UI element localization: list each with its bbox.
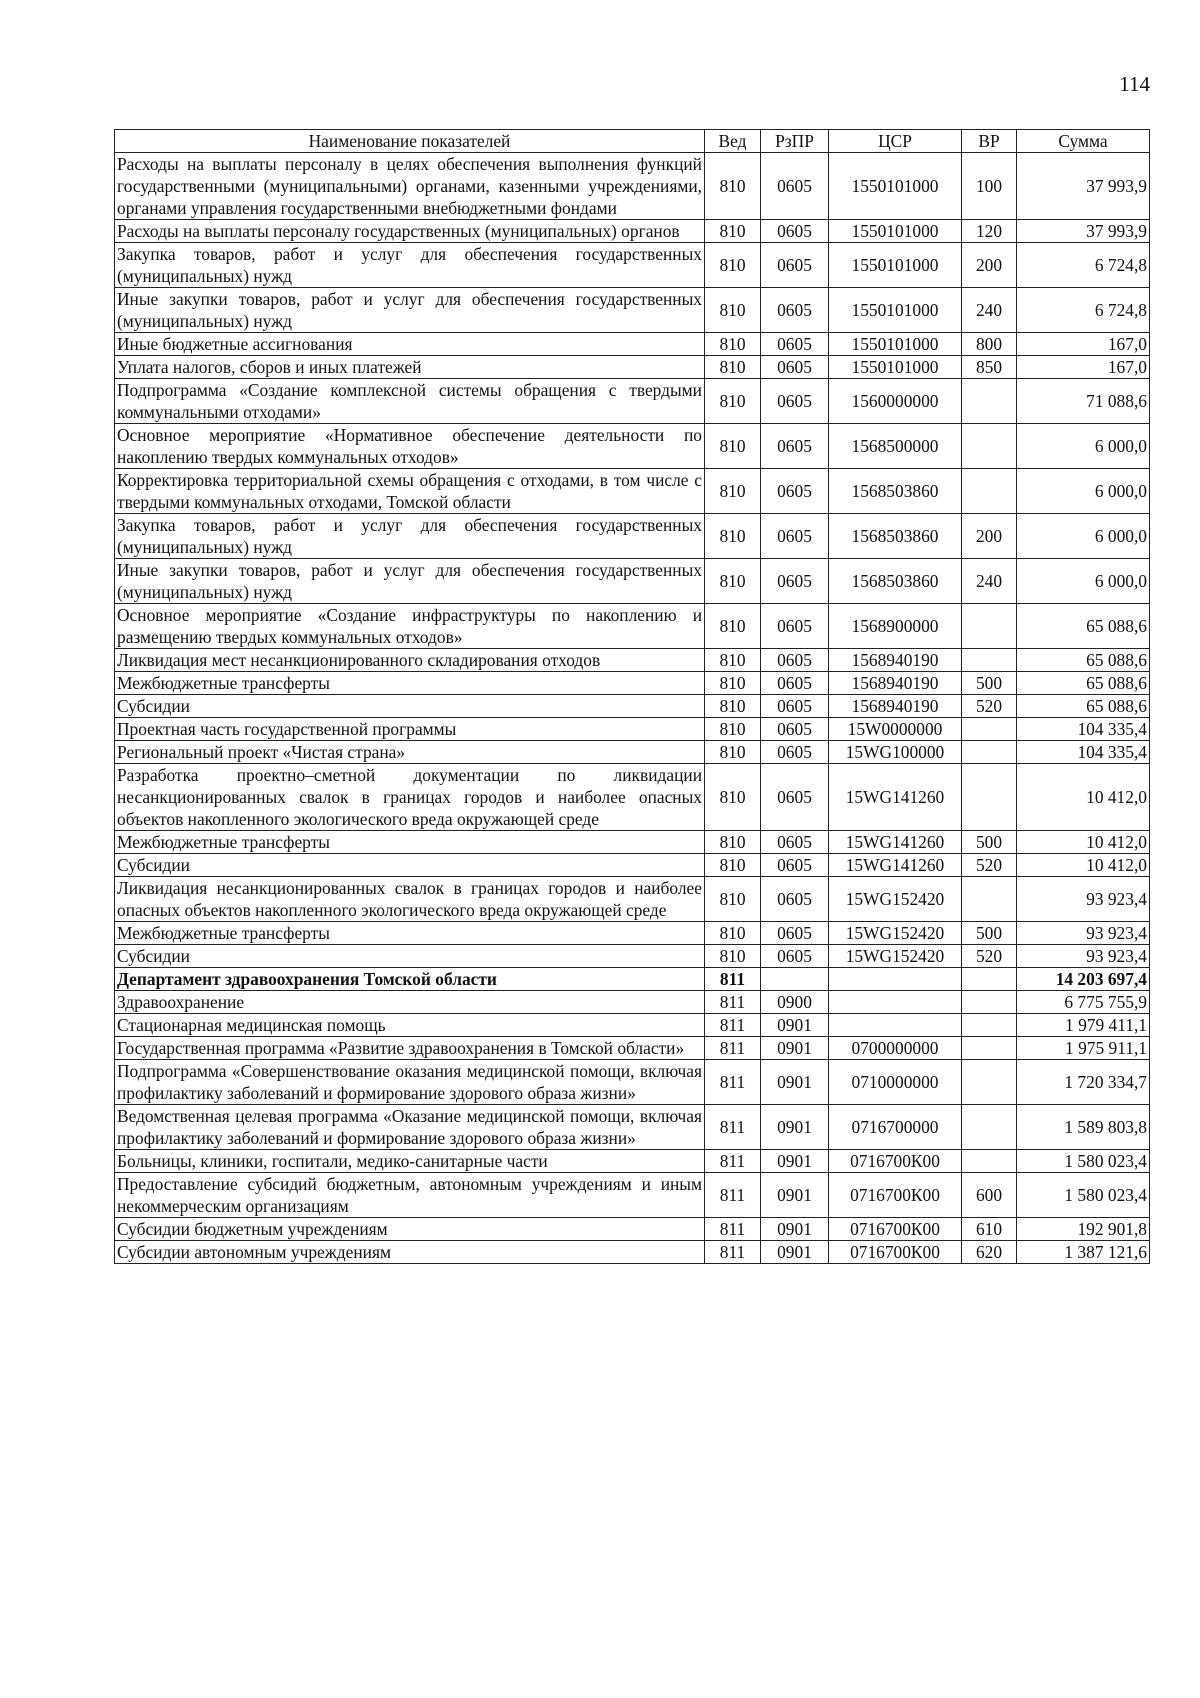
- sum-cell: 1 720 334,7: [1017, 1060, 1150, 1105]
- csr-cell: 0716700К00: [829, 1150, 962, 1173]
- table-header-row: [115, 130, 1150, 153]
- csr-cell: 0716700К00: [829, 1241, 962, 1264]
- name-cell: Региональный проект «Чистая страна»: [115, 741, 705, 764]
- sum-cell: 6 000,0: [1017, 469, 1150, 514]
- table-row: [115, 559, 1150, 604]
- ved-cell: 810: [705, 649, 761, 672]
- name-cell: Департамент здравоохранения Томской области: [115, 968, 705, 991]
- header-name: Наименование показателей: [115, 130, 705, 153]
- table-row: [115, 469, 1150, 514]
- budget-table: [114, 129, 1150, 1264]
- csr-cell: 15WG141260: [829, 831, 962, 854]
- header-rzpr: РзПР: [761, 130, 829, 153]
- rzpr-cell: 0605: [761, 604, 829, 649]
- table-row: [115, 831, 1150, 854]
- name-cell: Иные закупки товаров, работ и услуг для обеспечения государственных (муниципальных) нужд: [115, 559, 705, 604]
- name-cell: Расходы на выплаты персоналу государственных (муниципальных) органов: [115, 220, 705, 243]
- ved-cell: 811: [705, 968, 761, 991]
- csr-cell: 1568503860: [829, 469, 962, 514]
- sum-cell: 104 335,4: [1017, 741, 1150, 764]
- table-row: [115, 1014, 1150, 1037]
- rzpr-cell: 0605: [761, 877, 829, 922]
- rzpr-cell: 0605: [761, 718, 829, 741]
- csr-cell: 15WG152420: [829, 945, 962, 968]
- ved-cell: 810: [705, 877, 761, 922]
- name-cell: Корректировка территориальной схемы обращения с отходами, в том числе с твердыми коммунальных отходами, Томской области: [115, 469, 705, 514]
- name-cell: Предоставление субсидий бюджетным, автономным учреждениям и иным некоммерческим организациям: [115, 1173, 705, 1218]
- vr-cell: [962, 1105, 1017, 1150]
- ved-cell: 811: [705, 1105, 761, 1150]
- ved-cell: 810: [705, 153, 761, 220]
- rzpr-cell: 0900: [761, 991, 829, 1014]
- name-cell: Ликвидация мест несанкционированного складирования отходов: [115, 649, 705, 672]
- table-row: [115, 1241, 1150, 1264]
- table-row: [115, 424, 1150, 469]
- rzpr-cell: 0605: [761, 764, 829, 831]
- name-cell: Государственная программа «Развитие здравоохранения в Томской области»: [115, 1037, 705, 1060]
- sum-cell: 1 979 411,1: [1017, 1014, 1150, 1037]
- ved-cell: 810: [705, 356, 761, 379]
- ved-cell: 811: [705, 1173, 761, 1218]
- rzpr-cell: 0605: [761, 424, 829, 469]
- ved-cell: 811: [705, 1150, 761, 1173]
- ved-cell: 810: [705, 424, 761, 469]
- name-cell: Подпрограмма «Создание комплексной системы обращения с твердыми коммунальными отходами»: [115, 379, 705, 424]
- sum-cell: 37 993,9: [1017, 220, 1150, 243]
- name-cell: Расходы на выплаты персоналу в целях обеспечения выполнения функций государственными (муниципальными) органами, казенными учреждениями, органами управления государственными внебюджетными фондами: [115, 153, 705, 220]
- ved-cell: 810: [705, 559, 761, 604]
- rzpr-cell: 0605: [761, 356, 829, 379]
- table-row: [115, 968, 1150, 991]
- vr-cell: [962, 424, 1017, 469]
- ved-cell: 810: [705, 672, 761, 695]
- csr-cell: 15WG152420: [829, 922, 962, 945]
- ved-cell: 810: [705, 243, 761, 288]
- ved-cell: 810: [705, 831, 761, 854]
- sum-cell: 167,0: [1017, 356, 1150, 379]
- header-sum: Сумма: [1017, 130, 1150, 153]
- csr-cell: 1568503860: [829, 514, 962, 559]
- sum-cell: 10 412,0: [1017, 854, 1150, 877]
- rzpr-cell: 0901: [761, 1014, 829, 1037]
- rzpr-cell: 0605: [761, 514, 829, 559]
- vr-cell: 120: [962, 220, 1017, 243]
- table-row: [115, 514, 1150, 559]
- ved-cell: 810: [705, 854, 761, 877]
- header-vr: ВР: [962, 130, 1017, 153]
- vr-cell: [962, 764, 1017, 831]
- rzpr-cell: 0605: [761, 288, 829, 333]
- csr-cell: 1568500000: [829, 424, 962, 469]
- csr-cell: 1568503860: [829, 559, 962, 604]
- table-row: [115, 672, 1150, 695]
- rzpr-cell: 0605: [761, 695, 829, 718]
- name-cell: Иные закупки товаров, работ и услуг для обеспечения государственных (муниципальных) нужд: [115, 288, 705, 333]
- rzpr-cell: 0605: [761, 379, 829, 424]
- ved-cell: 810: [705, 718, 761, 741]
- table-row: [115, 922, 1150, 945]
- ved-cell: 810: [705, 604, 761, 649]
- csr-cell: 15WG141260: [829, 854, 962, 877]
- rzpr-cell: 0901: [761, 1150, 829, 1173]
- ved-cell: 810: [705, 379, 761, 424]
- ved-cell: 810: [705, 220, 761, 243]
- name-cell: Основное мероприятие «Создание инфраструктуры по накоплению и размещению твердых коммунальных отходов»: [115, 604, 705, 649]
- vr-cell: [962, 991, 1017, 1014]
- rzpr-cell: 0901: [761, 1218, 829, 1241]
- name-cell: Субсидии: [115, 854, 705, 877]
- csr-cell: 1550101000: [829, 220, 962, 243]
- ved-cell: 810: [705, 922, 761, 945]
- sum-cell: 14 203 697,4: [1017, 968, 1150, 991]
- sum-cell: 65 088,6: [1017, 604, 1150, 649]
- rzpr-cell: 0605: [761, 243, 829, 288]
- rzpr-cell: 0901: [761, 1060, 829, 1105]
- sum-cell: 93 923,4: [1017, 922, 1150, 945]
- vr-cell: [962, 741, 1017, 764]
- rzpr-cell: 0605: [761, 153, 829, 220]
- sum-cell: 65 088,6: [1017, 649, 1150, 672]
- csr-cell: 1550101000: [829, 356, 962, 379]
- name-cell: Межбюджетные трансферты: [115, 672, 705, 695]
- rzpr-cell: 0901: [761, 1173, 829, 1218]
- rzpr-cell: 0605: [761, 220, 829, 243]
- csr-cell: 1568940190: [829, 649, 962, 672]
- table-row: [115, 1150, 1150, 1173]
- vr-cell: 240: [962, 288, 1017, 333]
- rzpr-cell: 0901: [761, 1037, 829, 1060]
- sum-cell: 1 387 121,6: [1017, 1241, 1150, 1264]
- table-row: [115, 1218, 1150, 1241]
- name-cell: Ликвидация несанкционированных свалок в границах городов и наиболее опасных объектов накопленного экологического вреда окружающей среде: [115, 877, 705, 922]
- csr-cell: 15WG100000: [829, 741, 962, 764]
- ved-cell: 811: [705, 1241, 761, 1264]
- rzpr-cell: 0605: [761, 922, 829, 945]
- name-cell: Субсидии бюджетным учреждениям: [115, 1218, 705, 1241]
- vr-cell: 200: [962, 514, 1017, 559]
- table-row: [115, 1173, 1150, 1218]
- table-row: [115, 379, 1150, 424]
- vr-cell: 240: [962, 559, 1017, 604]
- rzpr-cell: 0901: [761, 1105, 829, 1150]
- vr-cell: [962, 379, 1017, 424]
- name-cell: Здравоохранение: [115, 991, 705, 1014]
- vr-cell: [962, 718, 1017, 741]
- csr-cell: 0716700К00: [829, 1173, 962, 1218]
- sum-cell: 10 412,0: [1017, 831, 1150, 854]
- page-number: 114: [1119, 72, 1150, 96]
- table-row: [115, 718, 1150, 741]
- vr-cell: 500: [962, 672, 1017, 695]
- ved-cell: 810: [705, 469, 761, 514]
- csr-cell: 1568940190: [829, 695, 962, 718]
- table-row: [115, 1060, 1150, 1105]
- ved-cell: 810: [705, 695, 761, 718]
- rzpr-cell: 0605: [761, 854, 829, 877]
- rzpr-cell: 0605: [761, 333, 829, 356]
- table-row: [115, 288, 1150, 333]
- name-cell: Субсидии автономным учреждениям: [115, 1241, 705, 1264]
- vr-cell: 620: [962, 1241, 1017, 1264]
- rzpr-cell: 0605: [761, 831, 829, 854]
- csr-cell: 0716700К00: [829, 1218, 962, 1241]
- vr-cell: [962, 1150, 1017, 1173]
- ved-cell: 810: [705, 333, 761, 356]
- ved-cell: 811: [705, 1218, 761, 1241]
- sum-cell: 1 589 803,8: [1017, 1105, 1150, 1150]
- sum-cell: 6 724,8: [1017, 288, 1150, 333]
- sum-cell: 37 993,9: [1017, 153, 1150, 220]
- rzpr-cell: 0605: [761, 945, 829, 968]
- table-row: [115, 356, 1150, 379]
- csr-cell: 15WG141260: [829, 764, 962, 831]
- csr-cell: 1568940190: [829, 672, 962, 695]
- ved-cell: 810: [705, 764, 761, 831]
- sum-cell: 93 923,4: [1017, 945, 1150, 968]
- ved-cell: 811: [705, 1060, 761, 1105]
- vr-cell: [962, 1060, 1017, 1105]
- sum-cell: 192 901,8: [1017, 1218, 1150, 1241]
- name-cell: Закупка товаров, работ и услуг для обеспечения государственных (муниципальных) нужд: [115, 514, 705, 559]
- name-cell: Межбюджетные трансферты: [115, 831, 705, 854]
- vr-cell: [962, 649, 1017, 672]
- table-row: [115, 1037, 1150, 1060]
- csr-cell: 0716700000: [829, 1105, 962, 1150]
- table-row: [115, 333, 1150, 356]
- vr-cell: 500: [962, 922, 1017, 945]
- sum-cell: 1 975 911,1: [1017, 1037, 1150, 1060]
- name-cell: Ведомственная целевая программа «Оказание медицинской помощи, включая профилактику заболеваний и формирование здорового образа жизни»: [115, 1105, 705, 1150]
- csr-cell: 1550101000: [829, 333, 962, 356]
- vr-cell: [962, 968, 1017, 991]
- name-cell: Подпрограмма «Совершенствование оказания медицинской помощи, включая профилактику заболеваний и формирование здорового образа жизни»: [115, 1060, 705, 1105]
- vr-cell: 100: [962, 153, 1017, 220]
- sum-cell: 65 088,6: [1017, 672, 1150, 695]
- sum-cell: 93 923,4: [1017, 877, 1150, 922]
- sum-cell: 6 724,8: [1017, 243, 1150, 288]
- name-cell: Иные бюджетные ассигнования: [115, 333, 705, 356]
- rzpr-cell: 0605: [761, 672, 829, 695]
- rzpr-cell: 0901: [761, 1241, 829, 1264]
- vr-cell: 520: [962, 695, 1017, 718]
- header-csr: ЦСР: [829, 130, 962, 153]
- name-cell: Разработка проектно–сметной документации по ликвидации несанкционированных свалок в границах городов и наиболее опасных объектов накопленного экологического вреда окружающей среде: [115, 764, 705, 831]
- name-cell: Стационарная медицинская помощь: [115, 1014, 705, 1037]
- sum-cell: 6 000,0: [1017, 424, 1150, 469]
- sum-cell: 104 335,4: [1017, 718, 1150, 741]
- vr-cell: 850: [962, 356, 1017, 379]
- vr-cell: 500: [962, 831, 1017, 854]
- table-row: [115, 854, 1150, 877]
- ved-cell: 810: [705, 741, 761, 764]
- name-cell: Межбюджетные трансферты: [115, 922, 705, 945]
- sum-cell: 10 412,0: [1017, 764, 1150, 831]
- csr-cell: 1550101000: [829, 288, 962, 333]
- ved-cell: 810: [705, 288, 761, 333]
- vr-cell: [962, 469, 1017, 514]
- table-row: [115, 604, 1150, 649]
- sum-cell: 6 000,0: [1017, 514, 1150, 559]
- rzpr-cell: 0605: [761, 559, 829, 604]
- table-row: [115, 243, 1150, 288]
- name-cell: Закупка товаров, работ и услуг для обеспечения государственных (муниципальных) нужд: [115, 243, 705, 288]
- csr-cell: 0710000000: [829, 1060, 962, 1105]
- sum-cell: 65 088,6: [1017, 695, 1150, 718]
- ved-cell: 811: [705, 991, 761, 1014]
- name-cell: Уплата налогов, сборов и иных платежей: [115, 356, 705, 379]
- table-row: [115, 695, 1150, 718]
- vr-cell: [962, 604, 1017, 649]
- name-cell: Субсидии: [115, 695, 705, 718]
- csr-cell: 1560000000: [829, 379, 962, 424]
- csr-cell: [829, 991, 962, 1014]
- vr-cell: 600: [962, 1173, 1017, 1218]
- name-cell: Основное мероприятие «Нормативное обеспечение деятельности по накоплению твердых коммунальных отходов»: [115, 424, 705, 469]
- table-row: [115, 945, 1150, 968]
- sum-cell: 167,0: [1017, 333, 1150, 356]
- ved-cell: 810: [705, 945, 761, 968]
- table-row: [115, 649, 1150, 672]
- csr-cell: [829, 968, 962, 991]
- name-cell: Больницы, клиники, госпитали, медико-санитарные части: [115, 1150, 705, 1173]
- sum-cell: 1 580 023,4: [1017, 1150, 1150, 1173]
- ved-cell: 811: [705, 1014, 761, 1037]
- table-row: [115, 877, 1150, 922]
- table-row: [115, 220, 1150, 243]
- vr-cell: [962, 877, 1017, 922]
- sum-cell: 1 580 023,4: [1017, 1173, 1150, 1218]
- ved-cell: 810: [705, 514, 761, 559]
- vr-cell: 800: [962, 333, 1017, 356]
- sum-cell: 6 000,0: [1017, 559, 1150, 604]
- rzpr-cell: [761, 968, 829, 991]
- rzpr-cell: 0605: [761, 469, 829, 514]
- sum-cell: 71 088,6: [1017, 379, 1150, 424]
- vr-cell: 200: [962, 243, 1017, 288]
- name-cell: Проектная часть государственной программы: [115, 718, 705, 741]
- table-row: [115, 991, 1150, 1014]
- rzpr-cell: 0605: [761, 741, 829, 764]
- vr-cell: 520: [962, 854, 1017, 877]
- sum-cell: 6 775 755,9: [1017, 991, 1150, 1014]
- table-row: [115, 1105, 1150, 1150]
- csr-cell: [829, 1014, 962, 1037]
- csr-cell: 1568900000: [829, 604, 962, 649]
- name-cell: Субсидии: [115, 945, 705, 968]
- table-row: [115, 741, 1150, 764]
- vr-cell: 610: [962, 1218, 1017, 1241]
- csr-cell: 0700000000: [829, 1037, 962, 1060]
- csr-cell: 1550101000: [829, 153, 962, 220]
- vr-cell: [962, 1037, 1017, 1060]
- table-row: [115, 153, 1150, 220]
- vr-cell: [962, 1014, 1017, 1037]
- csr-cell: 15WG152420: [829, 877, 962, 922]
- ved-cell: 811: [705, 1037, 761, 1060]
- rzpr-cell: 0605: [761, 649, 829, 672]
- csr-cell: 15W0000000: [829, 718, 962, 741]
- vr-cell: 520: [962, 945, 1017, 968]
- table-row: [115, 764, 1150, 831]
- csr-cell: 1550101000: [829, 243, 962, 288]
- header-ved: Вед: [705, 130, 761, 153]
